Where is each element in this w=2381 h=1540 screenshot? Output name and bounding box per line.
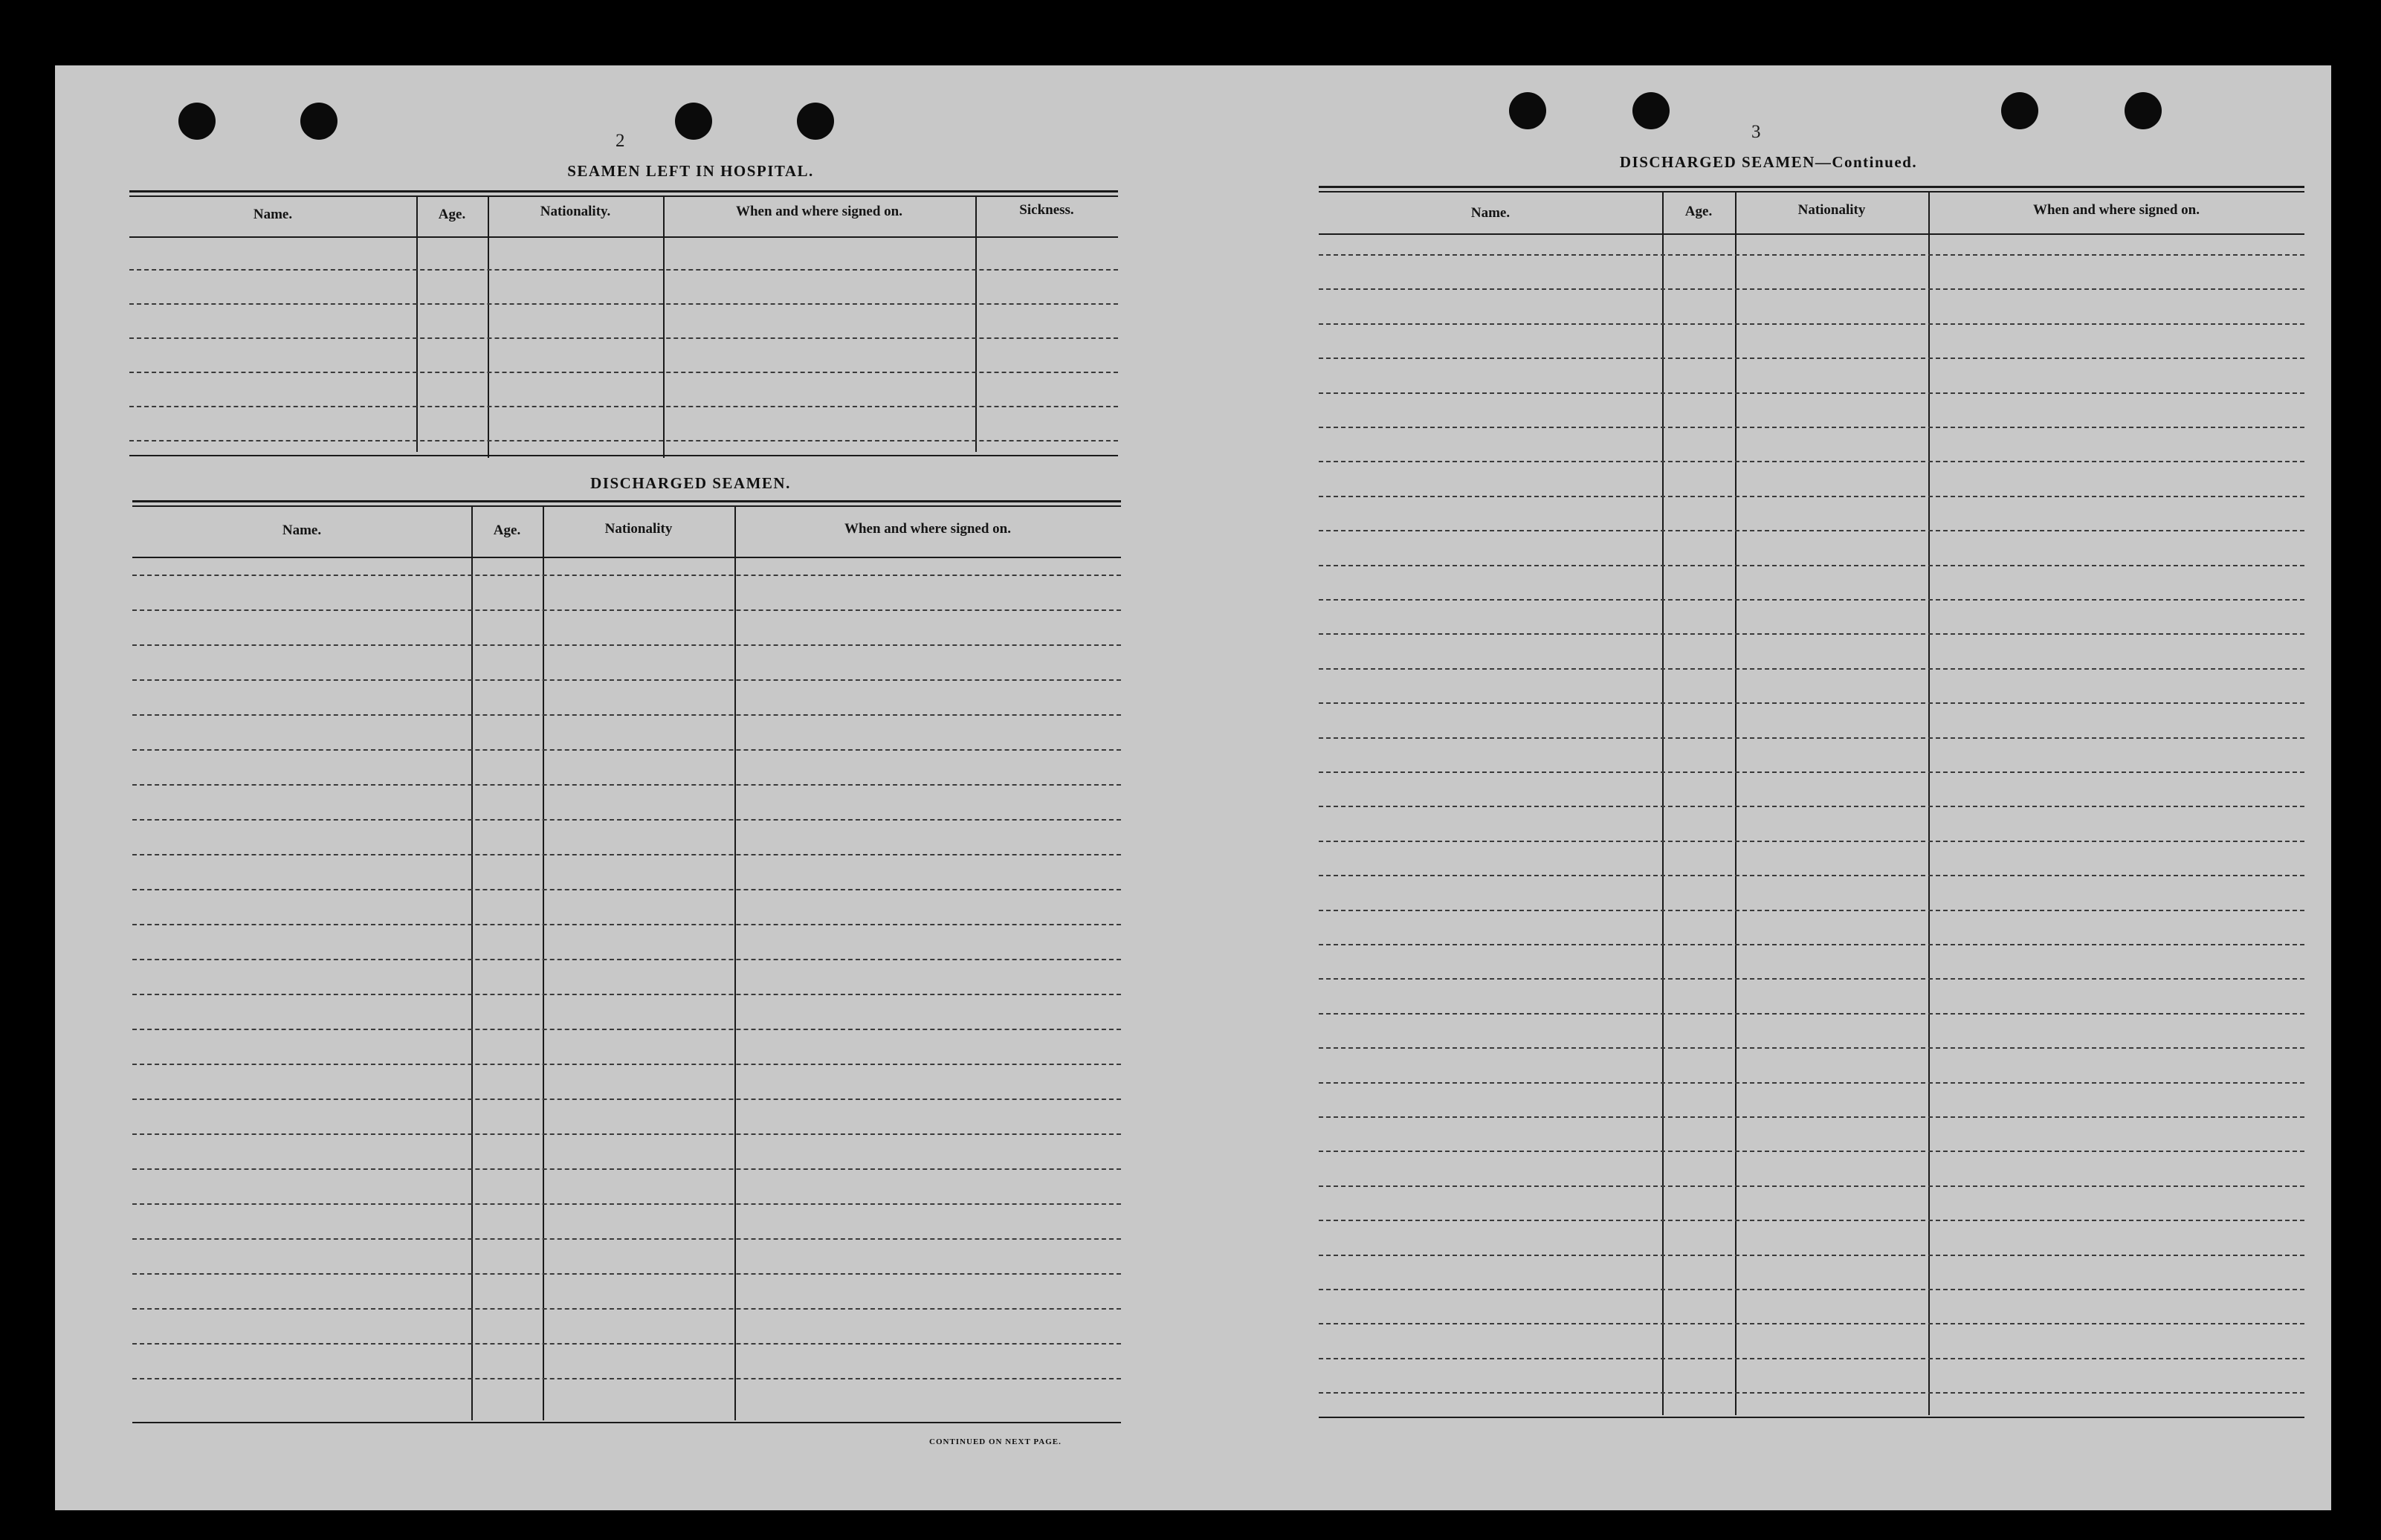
ruled-line	[1319, 910, 2304, 911]
continued-note: CONTINUED ON NEXT PAGE.	[929, 1437, 1062, 1446]
discharged-continued-table	[1319, 186, 2304, 1424]
ruled-line	[132, 1203, 1121, 1205]
column-header-nationality: Nationality	[1797, 202, 1866, 218]
ruled-line	[132, 1029, 1121, 1030]
column-header-name: Name.	[1470, 205, 1511, 221]
ruled-line	[1319, 461, 2304, 462]
ruled-line	[1319, 530, 2304, 531]
punch-hole	[2001, 92, 2038, 129]
ruled-line	[1319, 875, 2304, 876]
punch-hole	[675, 103, 712, 140]
ruled-line	[1319, 1358, 2304, 1359]
ruled-line	[1319, 254, 2304, 256]
ruled-line	[132, 679, 1121, 681]
ruled-line	[1319, 392, 2304, 394]
right-page	[1215, 65, 2331, 1510]
punch-hole	[1632, 92, 1670, 129]
hospital-table	[129, 190, 1118, 458]
page-number: 3	[1751, 122, 1761, 142]
column-header-name: Name.	[253, 207, 293, 222]
ruled-line	[1319, 496, 2304, 497]
ruled-line	[132, 1064, 1121, 1065]
column-header-when-where: When and where signed on.	[2032, 202, 2200, 218]
ruled-line	[1319, 1220, 2304, 1221]
column-header-name: Name.	[282, 522, 322, 538]
ruled-line	[132, 784, 1121, 786]
punch-hole	[178, 103, 216, 140]
ruled-line	[132, 959, 1121, 960]
ruled-line	[1319, 1392, 2304, 1394]
punch-hole	[1509, 92, 1546, 129]
ruled-line	[132, 889, 1121, 890]
ruled-line	[1319, 806, 2304, 807]
ruled-line	[1319, 427, 2304, 428]
ruled-line	[132, 854, 1121, 855]
ruled-line	[132, 575, 1121, 576]
ruled-line	[1319, 841, 2304, 842]
discharged-continued-title: DISCHARGED SEAMEN—Continued.	[1619, 153, 1918, 171]
left-page	[55, 65, 1215, 1510]
ruled-line	[1319, 668, 2304, 670]
hospital-section-title: SEAMEN LEFT IN HOSPITAL.	[567, 162, 814, 180]
column-header-when-where: When and where signed on.	[844, 521, 1011, 537]
ruled-line	[1319, 288, 2304, 290]
ruled-line	[132, 714, 1121, 716]
column-header-age: Age.	[493, 522, 521, 538]
ruled-line	[1319, 944, 2304, 945]
column-header-age: Age.	[1684, 204, 1713, 219]
column-header-age: Age.	[438, 207, 466, 222]
ruled-line	[1319, 1255, 2304, 1256]
punch-hole	[2125, 92, 2162, 129]
ruled-line	[132, 1168, 1121, 1170]
column-header-nationality: Nationality	[604, 521, 673, 537]
ruled-line	[1319, 1082, 2304, 1084]
ruled-line	[1319, 1047, 2304, 1049]
ruled-line	[1319, 737, 2304, 739]
ruled-line	[132, 1308, 1121, 1310]
ruled-line	[1319, 358, 2304, 359]
ruled-line	[132, 924, 1121, 925]
ruled-line	[132, 644, 1121, 646]
discharged-table	[132, 500, 1121, 1432]
ruled-line	[1319, 771, 2304, 773]
ruled-line	[1319, 599, 2304, 601]
ruled-line	[132, 1273, 1121, 1275]
ruled-line	[1319, 1289, 2304, 1290]
column-header-nationality: Nationality.	[540, 204, 611, 219]
ruled-line	[132, 994, 1121, 995]
punch-hole	[300, 103, 337, 140]
ruled-line	[132, 1343, 1121, 1345]
ruled-line	[1319, 1323, 2304, 1324]
ruled-line	[1319, 1116, 2304, 1118]
ruled-line	[132, 609, 1121, 611]
ruled-line	[132, 1099, 1121, 1100]
document-sheet	[55, 65, 2331, 1510]
ruled-line	[132, 749, 1121, 751]
page-number: 2	[616, 131, 625, 151]
ruled-line	[132, 819, 1121, 821]
ruled-line	[132, 1378, 1121, 1379]
ruled-line	[1319, 1151, 2304, 1152]
ruled-line	[1319, 702, 2304, 704]
ruled-line	[132, 1133, 1121, 1135]
ruled-line	[132, 1238, 1121, 1240]
ruled-line	[1319, 323, 2304, 325]
ruled-line	[1319, 633, 2304, 635]
ruled-line	[1319, 1185, 2304, 1187]
punch-hole	[797, 103, 834, 140]
ruled-line	[1319, 565, 2304, 566]
column-header-sickness: Sickness.	[1019, 202, 1074, 218]
ruled-line	[1319, 1013, 2304, 1015]
discharged-section-title: DISCHARGED SEAMEN.	[590, 474, 791, 492]
ruled-line	[1319, 978, 2304, 980]
column-header-when-where: When and where signed on.	[735, 204, 902, 219]
